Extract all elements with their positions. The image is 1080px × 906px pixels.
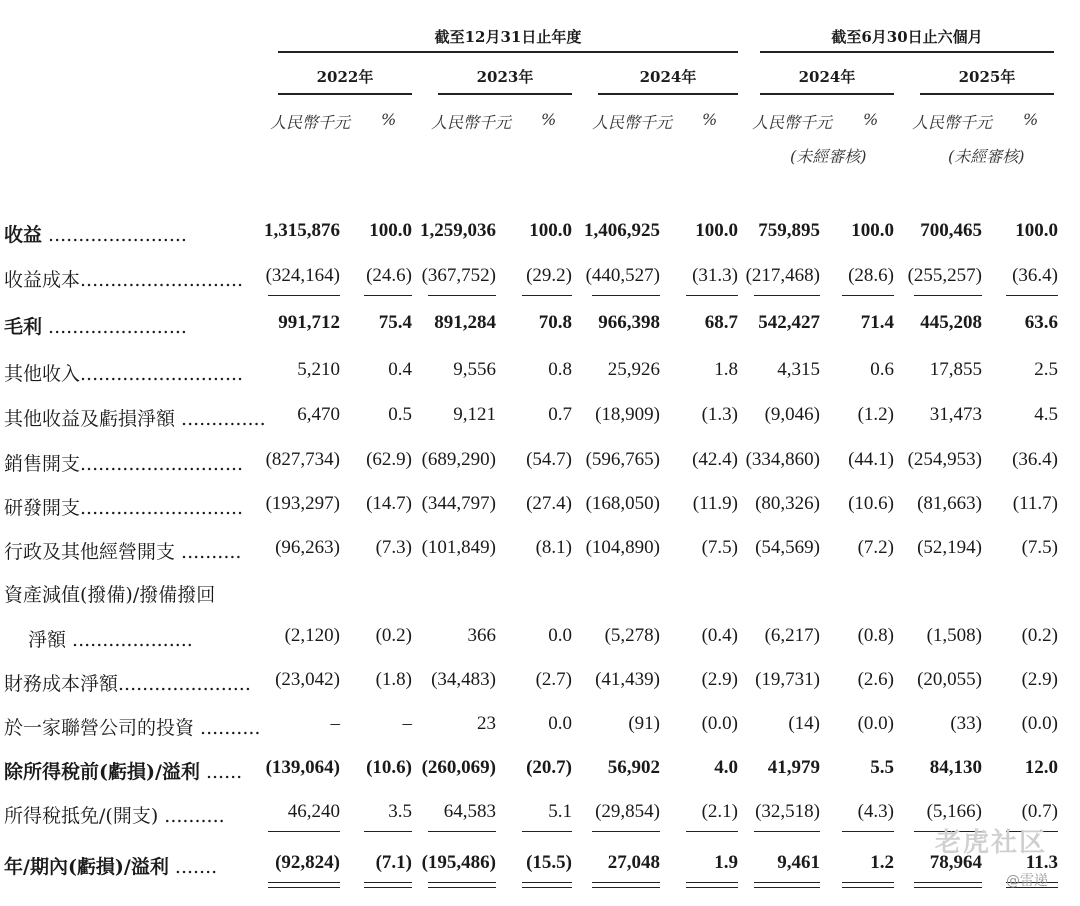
year-underline <box>760 93 894 95</box>
subtotal-rule <box>364 882 412 883</box>
table-cell: 100.0 <box>851 220 894 241</box>
table-cell: (0.0) <box>701 713 738 734</box>
row-leader-dots: .............. <box>175 408 266 430</box>
table-cell: 71.4 <box>860 312 894 333</box>
table-cell: (11.9) <box>692 493 738 514</box>
table-cell: (2,120) <box>284 625 340 646</box>
table-cell: 12.0 <box>1024 757 1058 778</box>
table-cell: (15.5) <box>526 852 572 873</box>
table-cell: 23 <box>477 713 496 734</box>
subtotal-rule <box>428 831 496 832</box>
table-cell: (34,483) <box>431 669 496 690</box>
table-cell: (2.1) <box>701 801 738 822</box>
row-label-text: 毛利 <box>4 316 43 338</box>
subtotal-rule <box>1006 295 1058 296</box>
table-cell: (2.6) <box>857 669 894 690</box>
subtotal-rule <box>842 887 894 888</box>
table-cell: (10.6) <box>366 757 412 778</box>
subtotal-rule <box>686 882 738 883</box>
table-cell: (0.0) <box>1021 713 1058 734</box>
table-cell: (36.4) <box>1012 265 1058 286</box>
subtotal-rule <box>842 295 894 296</box>
table-cell: (5,166) <box>926 801 982 822</box>
table-cell: (18,909) <box>595 404 660 425</box>
subtotal-rule <box>428 887 496 888</box>
row-label-text: 年/期內(虧損)/溢利 <box>4 856 169 878</box>
table-cell: 41,979 <box>767 757 820 778</box>
table-cell: (689,290) <box>421 449 496 470</box>
subtotal-rule <box>842 882 894 883</box>
row-label <box>4 852 252 879</box>
unit-pct: % <box>541 110 557 129</box>
table-cell: 4.5 <box>1034 404 1058 425</box>
table-cell: (41,439) <box>595 669 660 690</box>
table-cell: 84,130 <box>929 757 982 778</box>
unit-rmb: 人民幣千元 <box>752 113 833 132</box>
table-cell: 56,902 <box>607 757 660 778</box>
table-cell: (0.2) <box>375 625 412 646</box>
table-cell: 0.8 <box>548 359 572 380</box>
unit-pct: % <box>1023 110 1039 129</box>
row-leader-dots: .......... <box>158 805 225 827</box>
row-leader-dots: ........................... <box>80 453 244 475</box>
row-label <box>4 537 252 564</box>
table-cell: (10.6) <box>848 493 894 514</box>
table-cell: (24.6) <box>366 265 412 286</box>
row-leader-dots: ........................... <box>80 363 244 385</box>
table-cell: 68.7 <box>704 312 738 333</box>
subtotal-rule <box>268 831 340 832</box>
row-label <box>4 220 252 247</box>
table-cell: (2.9) <box>701 669 738 690</box>
table-cell: 100.0 <box>369 220 412 241</box>
table-cell: 100.0 <box>1015 220 1058 241</box>
table-cell: (827,734) <box>265 449 340 470</box>
table-cell: 1.8 <box>714 359 738 380</box>
table-cell: 1,406,925 <box>584 220 660 241</box>
table-cell: 75.4 <box>378 312 412 333</box>
table-cell: (7.5) <box>1021 537 1058 558</box>
table-cell: (334,860) <box>745 449 820 470</box>
table-cell: (80,326) <box>755 493 820 514</box>
unit-rmb: 人民幣千元 <box>270 113 351 132</box>
table-cell: 6,470 <box>297 404 340 425</box>
table-cell: (101,849) <box>421 537 496 558</box>
subtotal-rule <box>364 831 412 832</box>
unit-rmb: 人民幣千元 <box>592 113 673 132</box>
year-header: 2024年 <box>798 68 856 86</box>
table-cell: (1.2) <box>857 404 894 425</box>
table-cell: (28.6) <box>848 265 894 286</box>
year-header: 2022年 <box>316 68 374 86</box>
table-cell: 100.0 <box>695 220 738 241</box>
table-cell: (32,518) <box>755 801 820 822</box>
row-label <box>28 625 276 652</box>
table-cell: (20.7) <box>526 757 572 778</box>
table-cell: (14.7) <box>366 493 412 514</box>
table-cell: (27.4) <box>526 493 572 514</box>
unaudited-note: (未經審核) <box>948 147 1025 166</box>
table-cell: 9,121 <box>453 404 496 425</box>
table-cell: (7.3) <box>375 537 412 558</box>
subtotal-rule <box>754 882 820 883</box>
row-label <box>4 404 266 431</box>
row-label-text: 除所得稅前(虧損)/溢利 <box>4 761 200 783</box>
table-cell: (1,508) <box>926 625 982 646</box>
table-cell: (344,797) <box>421 493 496 514</box>
row-label-text: 銷售開支 <box>4 453 81 475</box>
table-cell: 700,465 <box>920 220 982 241</box>
subtotal-rule <box>268 295 340 296</box>
table-cell: (23,042) <box>275 669 340 690</box>
subtotal-rule <box>754 887 820 888</box>
table-cell: (14) <box>788 713 820 734</box>
table-cell: (81,663) <box>917 493 982 514</box>
header-six-months-ended: 截至6月30日止六個月 <box>831 28 983 46</box>
year-underline <box>438 93 572 95</box>
row-label-text: 研發開支 <box>4 497 81 519</box>
row-leader-dots: .......... <box>194 717 261 739</box>
subtotal-rule <box>592 831 660 832</box>
unit-pct: % <box>702 110 718 129</box>
subtotal-rule <box>914 295 982 296</box>
row-leader-dots: ........................... <box>80 269 244 291</box>
header-rule-year-ended <box>278 51 738 53</box>
subtotal-rule <box>842 831 894 832</box>
table-cell: (44.1) <box>848 449 894 470</box>
row-label-text: 其他收益及虧損淨額 <box>4 408 176 430</box>
unit-rmb: 人民幣千元 <box>431 113 512 132</box>
row-label <box>4 580 252 607</box>
table-cell: (0.2) <box>1021 625 1058 646</box>
header-rule-six-months <box>760 51 1054 53</box>
subtotal-rule <box>364 887 412 888</box>
table-cell: 17,855 <box>929 359 982 380</box>
row-leader-dots: ....................... <box>42 224 187 246</box>
row-label-text: 收益 <box>4 224 43 246</box>
row-leader-dots: ....... <box>168 856 218 878</box>
unit-rmb: 人民幣千元 <box>912 113 993 132</box>
table-cell: (7.1) <box>375 852 412 873</box>
table-cell: (4.3) <box>857 801 894 822</box>
subtotal-rule <box>522 831 572 832</box>
table-cell: – <box>402 713 412 734</box>
subtotal-rule <box>522 887 572 888</box>
table-cell: (5,278) <box>604 625 660 646</box>
table-cell: (440,527) <box>585 265 660 286</box>
table-cell: 445,208 <box>920 312 982 333</box>
table-cell: 3.5 <box>388 801 412 822</box>
subtotal-rule <box>364 295 412 296</box>
table-cell: 70.8 <box>538 312 572 333</box>
table-cell: 31,473 <box>929 404 982 425</box>
year-header: 2024年 <box>639 68 697 86</box>
table-cell: (254,953) <box>907 449 982 470</box>
row-label-text: 所得稅抵免/(開支) <box>4 805 159 827</box>
row-label <box>4 757 252 784</box>
year-header: 2025年 <box>958 68 1016 86</box>
subtotal-rule <box>592 295 660 296</box>
table-cell: 0.7 <box>548 404 572 425</box>
subtotal-rule <box>686 295 738 296</box>
year-underline <box>278 93 412 95</box>
table-cell: (260,069) <box>421 757 496 778</box>
table-cell: 1.9 <box>714 852 738 873</box>
row-label-text: 淨額 <box>28 629 67 651</box>
table-cell: (91) <box>628 713 660 734</box>
table-cell: (0.0) <box>857 713 894 734</box>
table-cell: (62.9) <box>366 449 412 470</box>
row-leader-dots: ........................... <box>80 497 244 519</box>
watermark-logo: 老虎社区 <box>935 828 1048 858</box>
unit-pct: % <box>863 110 879 129</box>
table-cell: 27,048 <box>607 852 660 873</box>
table-cell: (1.3) <box>701 404 738 425</box>
table-cell: 1.2 <box>870 852 894 873</box>
row-leader-dots: .................... <box>66 629 193 651</box>
year-underline <box>598 93 738 95</box>
subtotal-rule <box>686 831 738 832</box>
table-cell: 100.0 <box>529 220 572 241</box>
table-cell: (33) <box>950 713 982 734</box>
row-label-text: 收益成本 <box>4 269 81 291</box>
table-cell: 64,583 <box>443 801 496 822</box>
table-cell: (31.3) <box>692 265 738 286</box>
table-cell: (96,263) <box>275 537 340 558</box>
subtotal-rule <box>428 295 496 296</box>
row-label-text: 於一家聯營公司的投資 <box>4 717 195 739</box>
row-label-text: 行政及其他經營開支 <box>4 541 176 563</box>
table-cell: (20,055) <box>917 669 982 690</box>
row-label <box>4 493 252 520</box>
table-cell: (42.4) <box>692 449 738 470</box>
row-label <box>4 312 252 339</box>
table-cell: 46,240 <box>287 801 340 822</box>
subtotal-rule <box>914 882 982 883</box>
table-cell: 0.0 <box>548 713 572 734</box>
table-cell: 0.5 <box>388 404 412 425</box>
table-cell: (36.4) <box>1012 449 1058 470</box>
table-cell: (324,164) <box>265 265 340 286</box>
row-leader-dots: ....................... <box>42 316 187 338</box>
table-cell: (139,064) <box>265 757 340 778</box>
subtotal-rule <box>522 882 572 883</box>
table-cell: 1,315,876 <box>264 220 340 241</box>
table-cell: 5.5 <box>870 757 894 778</box>
table-cell: (11.7) <box>1012 493 1058 514</box>
table-cell: 966,398 <box>598 312 660 333</box>
subtotal-rule <box>268 887 340 888</box>
row-label-text: 資產減值(撥備)/撥備撥回 <box>4 584 216 606</box>
year-underline <box>920 93 1054 95</box>
subtotal-rule <box>592 887 660 888</box>
row-label <box>4 265 252 292</box>
table-cell: (168,050) <box>585 493 660 514</box>
table-cell: (255,257) <box>907 265 982 286</box>
table-cell: (195,486) <box>421 852 496 873</box>
table-cell: (2.9) <box>1021 669 1058 690</box>
row-label <box>4 669 252 696</box>
table-cell: (0.4) <box>701 625 738 646</box>
subtotal-rule <box>592 882 660 883</box>
table-cell: 0.0 <box>548 625 572 646</box>
table-cell: (7.2) <box>857 537 894 558</box>
table-cell: (6,217) <box>764 625 820 646</box>
table-cell: (104,890) <box>585 537 660 558</box>
subtotal-rule <box>686 887 738 888</box>
table-cell: 9,461 <box>777 852 820 873</box>
table-cell: 5,210 <box>297 359 340 380</box>
table-cell: 0.4 <box>388 359 412 380</box>
table-cell: 78,964 <box>929 852 982 873</box>
table-cell: (52,194) <box>917 537 982 558</box>
subtotal-rule <box>522 295 572 296</box>
table-cell: (29,854) <box>595 801 660 822</box>
table-cell: (0.7) <box>1021 801 1058 822</box>
table-cell: (596,765) <box>585 449 660 470</box>
row-label <box>4 359 252 386</box>
table-cell: (217,468) <box>745 265 820 286</box>
row-label <box>4 713 261 740</box>
table-cell: 759,895 <box>758 220 820 241</box>
table-cell: 0.6 <box>870 359 894 380</box>
table-cell: (7.5) <box>701 537 738 558</box>
table-cell: 9,556 <box>453 359 496 380</box>
table-cell: 25,926 <box>607 359 660 380</box>
row-leader-dots: .......... <box>175 541 242 563</box>
table-cell: (1.8) <box>375 669 412 690</box>
table-cell: 366 <box>467 625 496 646</box>
table-cell: (8.1) <box>535 537 572 558</box>
table-cell: (9,046) <box>764 404 820 425</box>
table-cell: 991,712 <box>278 312 340 333</box>
row-label <box>4 449 252 476</box>
year-header: 2023年 <box>476 68 534 86</box>
table-cell: (54,569) <box>755 537 820 558</box>
table-cell: 4.0 <box>714 757 738 778</box>
table-cell: 11.3 <box>1025 852 1058 873</box>
watermark-handle: @雷递 <box>1006 873 1048 889</box>
row-leader-dots: ...................... <box>118 673 251 695</box>
subtotal-rule <box>914 887 982 888</box>
row-leader-dots: ...... <box>199 761 243 783</box>
table-cell: 2.5 <box>1034 359 1058 380</box>
row-label-text: 其他收入 <box>4 363 81 385</box>
subtotal-rule <box>754 295 820 296</box>
table-cell: 542,427 <box>758 312 820 333</box>
table-cell: (193,297) <box>265 493 340 514</box>
table-cell: 1,259,036 <box>420 220 496 241</box>
row-label-text: 財務成本淨額 <box>4 673 119 695</box>
table-cell: (19,731) <box>755 669 820 690</box>
table-cell: 5.1 <box>548 801 572 822</box>
table-cell: (92,824) <box>275 852 340 873</box>
table-cell: (367,752) <box>421 265 496 286</box>
unit-pct: % <box>381 110 397 129</box>
header-year-ended: 截至12月31日止年度 <box>434 28 582 46</box>
table-cell: – <box>330 713 340 734</box>
subtotal-rule <box>428 882 496 883</box>
table-cell: 4,315 <box>777 359 820 380</box>
subtotal-rule <box>268 882 340 883</box>
table-cell: (54.7) <box>526 449 572 470</box>
table-cell: (29.2) <box>526 265 572 286</box>
table-cell: 891,284 <box>434 312 496 333</box>
subtotal-rule <box>754 831 820 832</box>
unaudited-note: (未經審核) <box>790 147 867 166</box>
table-cell: (2.7) <box>535 669 572 690</box>
table-cell: 63.6 <box>1024 312 1058 333</box>
row-label <box>4 801 252 828</box>
table-cell: (0.8) <box>857 625 894 646</box>
